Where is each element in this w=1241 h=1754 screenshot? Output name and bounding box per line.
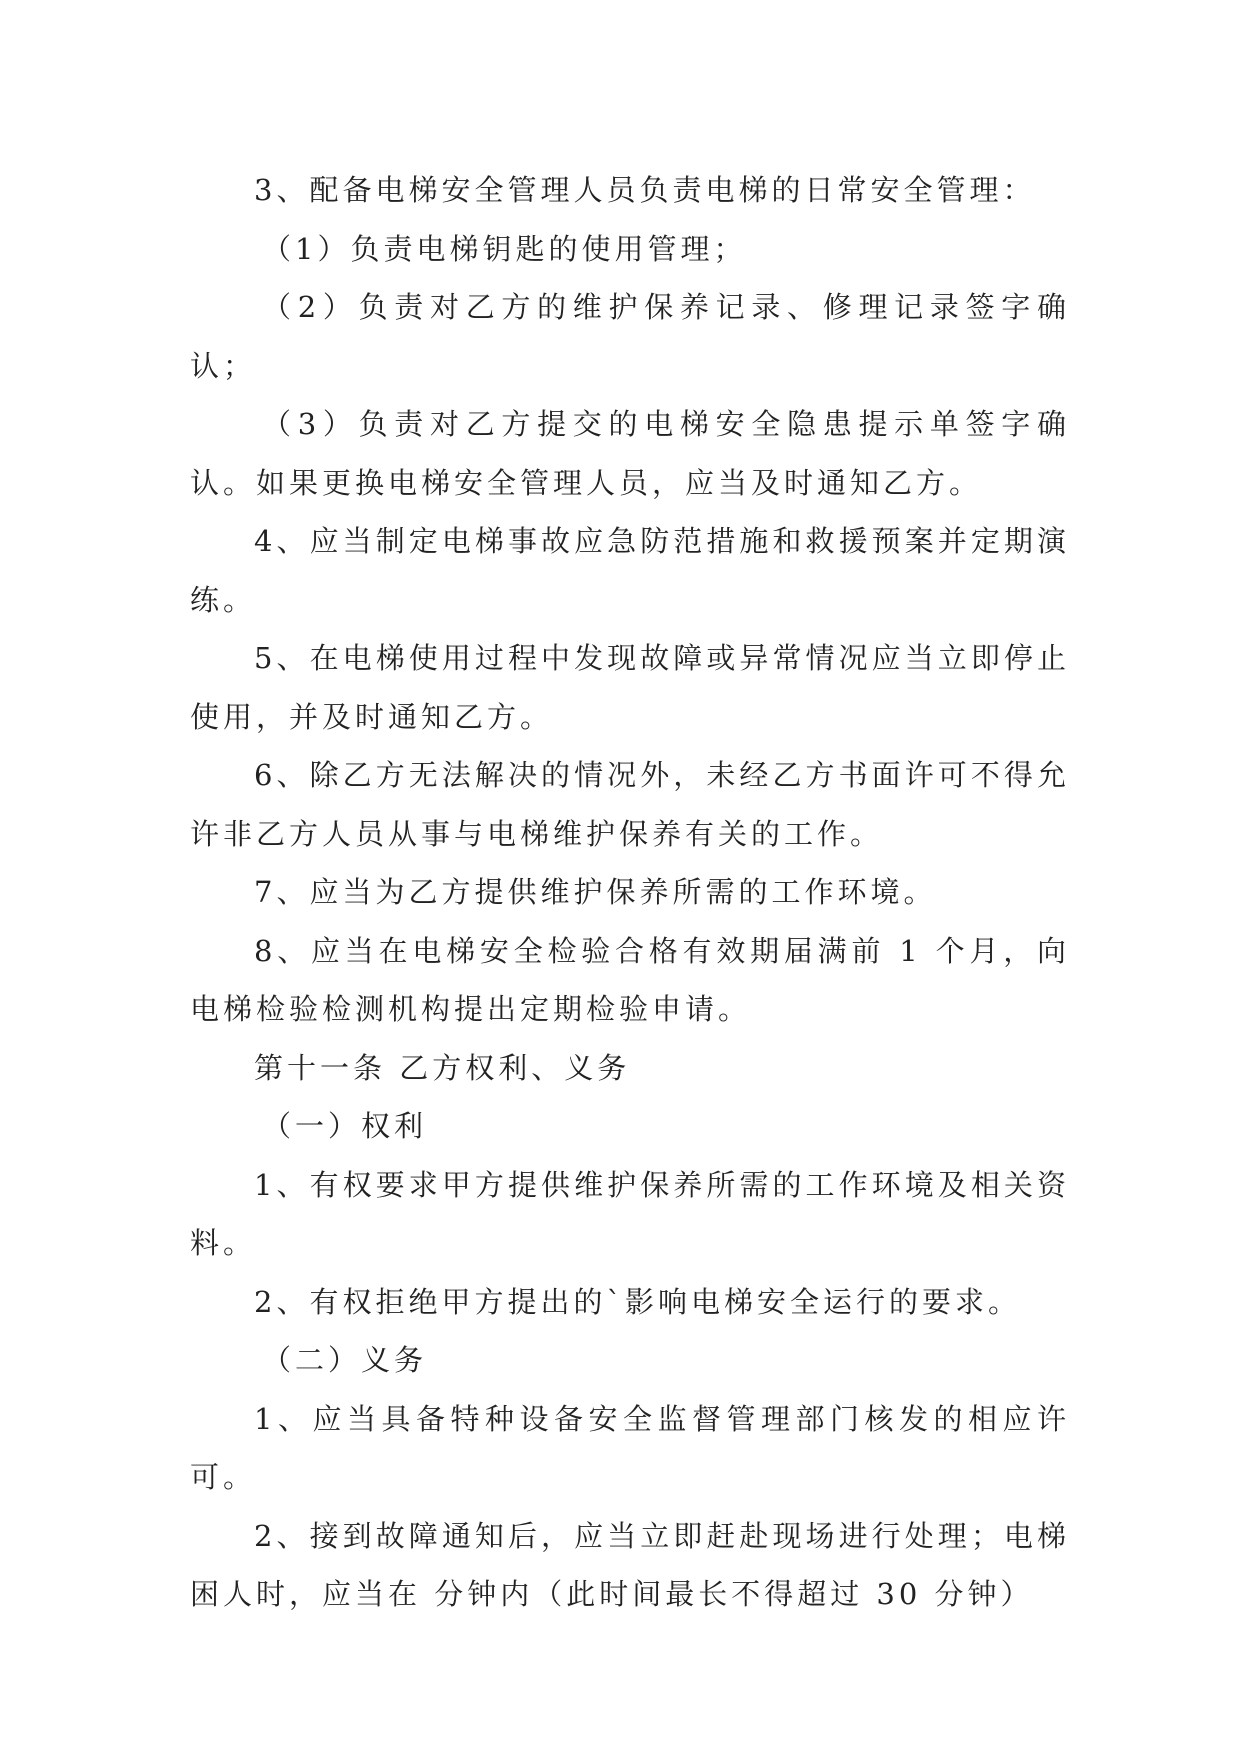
paragraph-sub-1: （1）负责电梯钥匙的使用管理； [262,231,747,266]
section-heading-article-11: 第十一条 乙方权利、义务 [254,1050,631,1085]
paragraph-sub-3: （3）负责对乙方提交的电梯安全隐患提示单签字确认。如果更换电梯安全管理人员，应当及时通知乙方。 [190,407,1070,500]
paragraph-obligations-2: 2、接到故障通知后，应当立即赶赴现场进行处理；电梯困人时，应当在 分钟内（此时间最长不得超过 30 分钟） [190,1518,1070,1611]
paragraph-item-6: 6、除乙方无法解决的情况外，未经乙方书面许可不得允许非乙方人员从事与电梯维护保养有关的工作。 [190,758,1070,851]
paragraph-item-4: 4、应当制定电梯事故应急防范措施和救援预案并定期演练。 [190,524,1070,617]
paragraph-obligations-1: 1、应当具备特种设备安全监督管理部门核发的相应许可。 [190,1401,1070,1494]
paragraph-item-3: 3、配备电梯安全管理人员负责电梯的日常安全管理： [254,173,1036,207]
paragraph-item-7: 7、应当为乙方提供维护保养所需的工作环境。 [254,875,937,909]
subheading-rights: （一）权利 [262,1109,428,1143]
paragraph-rights-1: 1、有权要求甲方提供维护保养所需的工作环境及相关资料。 [190,1167,1070,1260]
paragraph-item-8: 8、应当在电梯安全检验合格有效期届满前 1 个月，向电梯检验检测机构提出定期检验申请。 [190,933,1070,1026]
paragraph-rights-2: 2、有权拒绝甲方提出的`影响电梯安全运行的要求。 [254,1284,1021,1319]
document-body [190,161,1070,1624]
paragraph-sub-2: （2）负责对乙方的维护保养记录、修理记录签字确认； [190,290,1070,383]
subheading-obligations: （二）义务 [262,1343,428,1377]
paragraph-item-5: 5、在电梯使用过程中发现故障或异常情况应当立即停止使用，并及时通知乙方。 [190,641,1070,734]
